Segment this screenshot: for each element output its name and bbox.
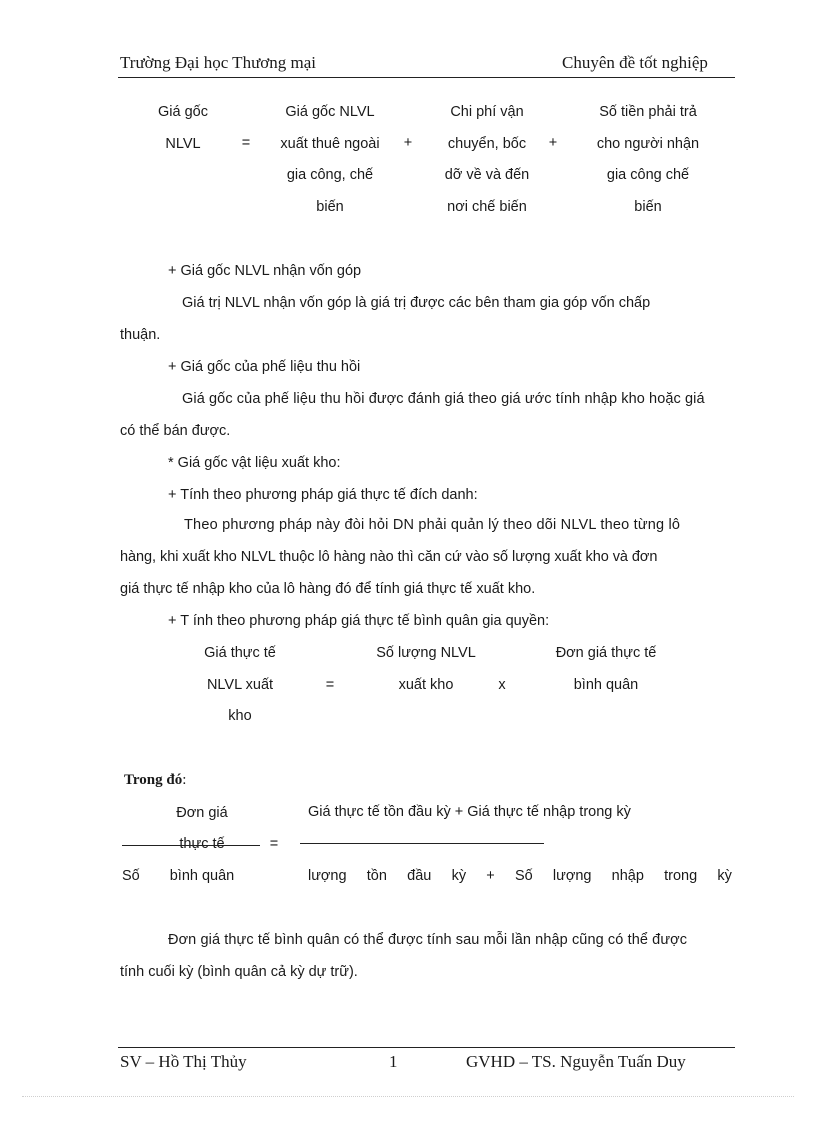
heading-xuat-kho: * Giá gốc vật liệu xuất kho: bbox=[168, 455, 341, 471]
header-rule bbox=[118, 77, 735, 78]
heading-phe-lieu: + Giá gốc của phế liệu thu hồi bbox=[168, 359, 361, 375]
formula3-lhs-line3: bình quân bbox=[169, 868, 235, 884]
footer-advisor: GVHD – TS. Nguyễn Tuấn Duy bbox=[466, 1052, 686, 1071]
formula1-term-vanchuyen: Chi phí vận chuyển, bốc dỡ về và đến nơi chế biến bbox=[444, 104, 530, 215]
trong-do-label: Trong đó: bbox=[124, 772, 187, 788]
paragraph-phe-lieu-line2: có thể bán được. bbox=[120, 423, 231, 439]
heading-von-gop: + Giá gốc NLVL nhận vốn góp bbox=[168, 263, 362, 279]
formula2-term-soluong: Số lượng NLVL xuất kho bbox=[376, 645, 476, 693]
formula3-so: Số bbox=[122, 868, 140, 884]
formula1-lhs: Giá gốc NLVL bbox=[158, 104, 208, 152]
formula1-plus-1: + bbox=[403, 135, 413, 151]
paragraph-von-gop-line1: Giá trị NLVL nhận vốn góp là giá trị được các bên tham gia góp vốn chấp bbox=[182, 295, 651, 311]
heading-dich-danh: + Tính theo phương pháp giá thực tế đích danh: bbox=[168, 487, 478, 503]
closing-line2: tính cuối kỳ (bình quân cả kỳ dự trữ). bbox=[120, 964, 358, 980]
paragraph-phe-lieu-line1: Giá gốc của phế liệu thu hồi được đánh giá theo giá ước tính nhập kho hoặc giá bbox=[182, 391, 705, 407]
paragraph-von-gop-line2: thuận. bbox=[120, 327, 161, 343]
formula2-lhs-kho: kho bbox=[228, 708, 252, 724]
header-school: Trường Đại học Thương mại bbox=[120, 53, 317, 72]
formula3-denominator: lượng tồn đầu kỳ + Số lượng nhập trong kỳ bbox=[308, 868, 732, 884]
paragraph-dich-danh-line1: Theo phương pháp này đòi hỏi DN phải quản lý theo dõi NLVL theo từng lô bbox=[184, 517, 681, 533]
page-edge-dotted bbox=[22, 1096, 794, 1097]
formula2-times: x bbox=[498, 677, 506, 693]
heading-binh-quan: + T ính theo phương pháp giá thực tế bình quân gia quyền: bbox=[168, 613, 550, 629]
header-title: Chuyên đề tốt nghiệp bbox=[562, 53, 708, 72]
formula2-term-dongia: Đơn giá thực tế bình quân bbox=[555, 645, 657, 693]
formula3-lhs-line1: Đơn giá bbox=[176, 805, 228, 821]
formula1-plus-2: + bbox=[548, 135, 558, 151]
formula3-fraction-bar bbox=[300, 843, 544, 844]
formula3-numerator: Giá thực tế tồn đầu kỳ + Giá thực tế nhập trong kỳ bbox=[308, 804, 631, 820]
formula3-lhs-line2: thực tế bbox=[179, 836, 225, 852]
formula2-equals: = bbox=[325, 677, 335, 693]
closing-line1: Đơn giá thực tế bình quân có thể được tính sau mỗi lần nhập cũng có thể được bbox=[168, 932, 688, 948]
formula1-term-thuengoai: Giá gốc NLVL xuất thuê ngoài gia công, chế biến bbox=[280, 104, 380, 215]
footer-page-number: 1 bbox=[389, 1052, 398, 1071]
formula3-equals: = bbox=[269, 836, 279, 852]
paragraph-dich-danh-line3: giá thực tế nhập kho của lô hàng đó để tính giá thực tế xuất kho. bbox=[120, 581, 536, 597]
formula2-lhs: Giá thực tế NLVL xuất bbox=[204, 645, 276, 693]
formula1-term-sotien: Số tiền phải trả cho người nhận gia công chế biến bbox=[596, 104, 700, 215]
formula1-equals: = bbox=[241, 135, 251, 151]
footer-student: SV – Hồ Thị Thủy bbox=[120, 1052, 247, 1071]
footer-rule bbox=[118, 1047, 735, 1048]
paragraph-dich-danh-line2: hàng, khi xuất kho NLVL thuộc lô hàng nào thì căn cứ vào số lượng xuất kho và đơn bbox=[120, 549, 658, 565]
formula3-lhs-rule bbox=[122, 845, 260, 846]
